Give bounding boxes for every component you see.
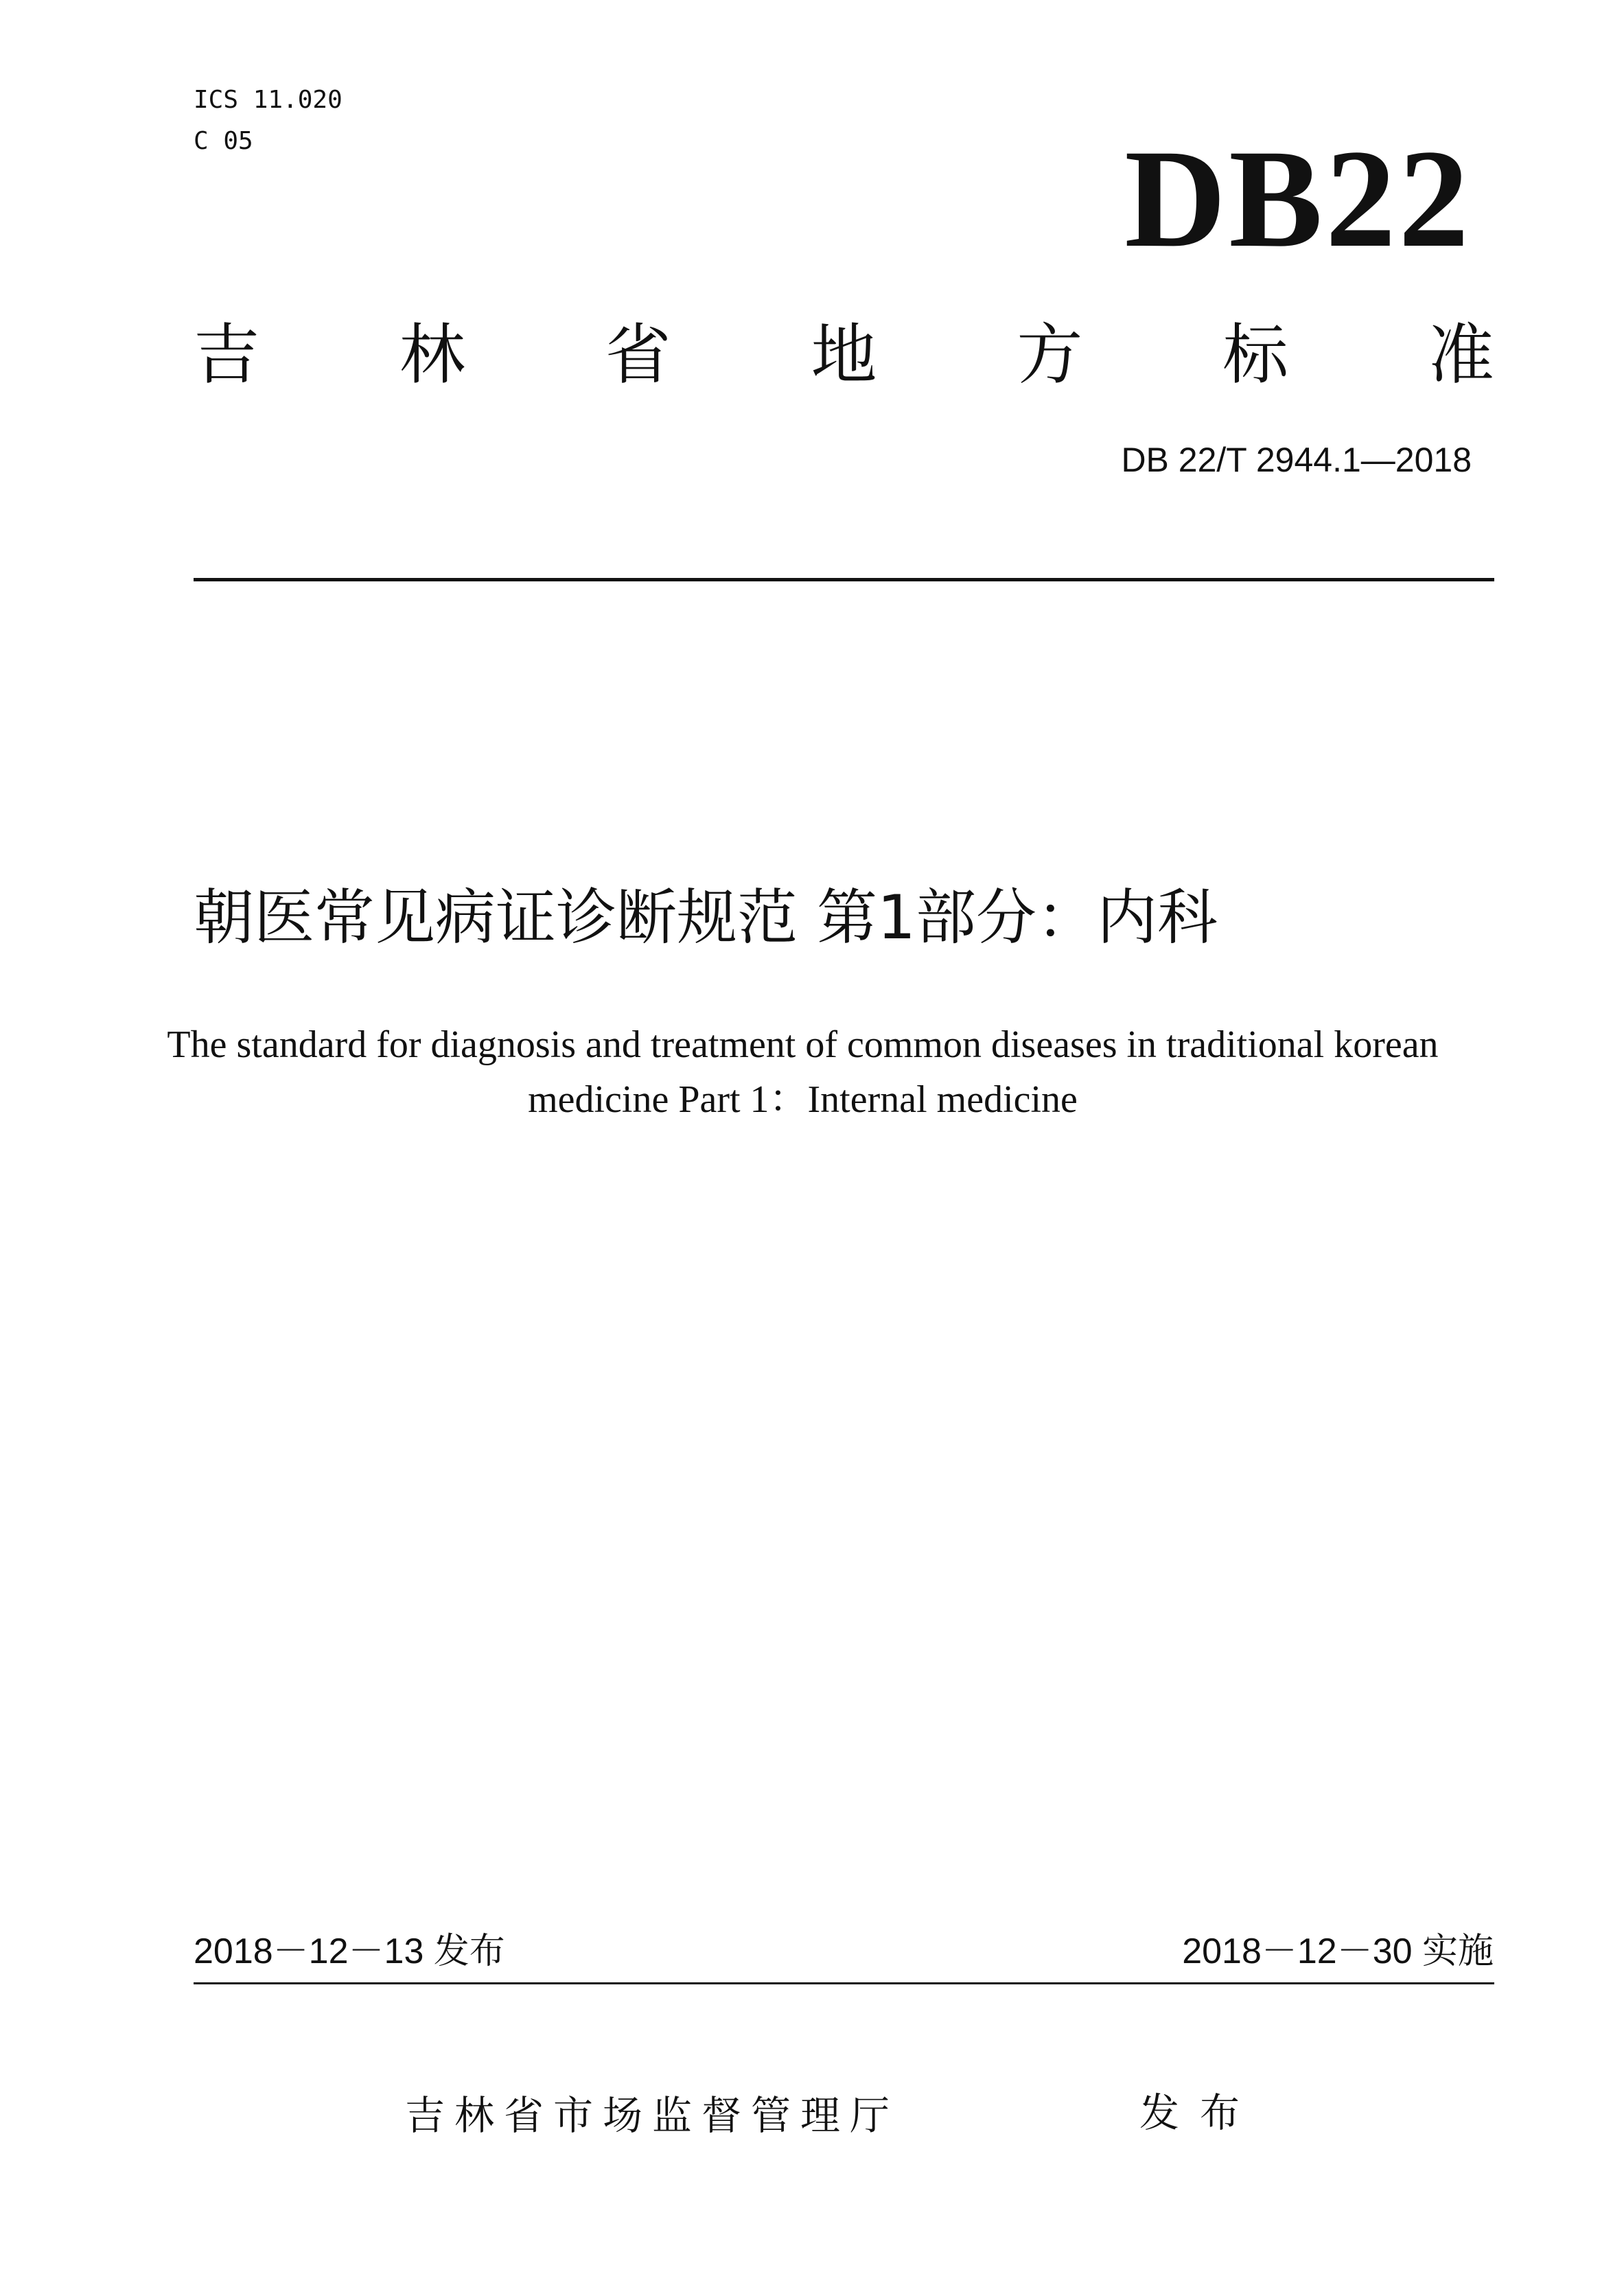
standard-kind-char: 方 <box>1017 316 1083 393</box>
ccs-code: C 05 <box>194 127 253 155</box>
standard-kind-char: 地 <box>811 316 877 393</box>
standard-kind-heading <box>194 317 1494 393</box>
issuing-authority: 吉林省市场监督管理厅 <box>405 2092 900 2139</box>
ics-code: ICS 11.020 <box>194 86 343 114</box>
footer-divider <box>194 1982 1494 1984</box>
title-english-line-1: The standard for diagnosis and treatment of common diseases in traditional korean <box>167 1023 1439 1066</box>
standard-kind-char: 吉 <box>194 316 259 393</box>
title-english <box>152 1017 1453 1127</box>
title-english-line-2: medicine Part 1：Internal medicine <box>528 1078 1078 1121</box>
implementation-date: 2018－12－30 实施 <box>1182 1932 1494 1971</box>
standard-kind-char: 标 <box>1222 316 1289 393</box>
header-divider <box>194 578 1494 581</box>
standard-number: DB 22/T 2944.1—2018 <box>1121 441 1472 479</box>
title-chinese: 朝医常见病证诊断规范 第1部分：内科 <box>194 882 1218 953</box>
standard-kind-char: 准 <box>1428 316 1494 393</box>
db-logo: DB22 <box>1124 121 1472 277</box>
standard-kind-char: 省 <box>605 316 671 393</box>
publish-label: 发布 <box>1139 2089 1261 2136</box>
standard-kind-char: 林 <box>399 316 465 393</box>
issue-date: 2018－12－13 发布 <box>194 1932 505 1971</box>
